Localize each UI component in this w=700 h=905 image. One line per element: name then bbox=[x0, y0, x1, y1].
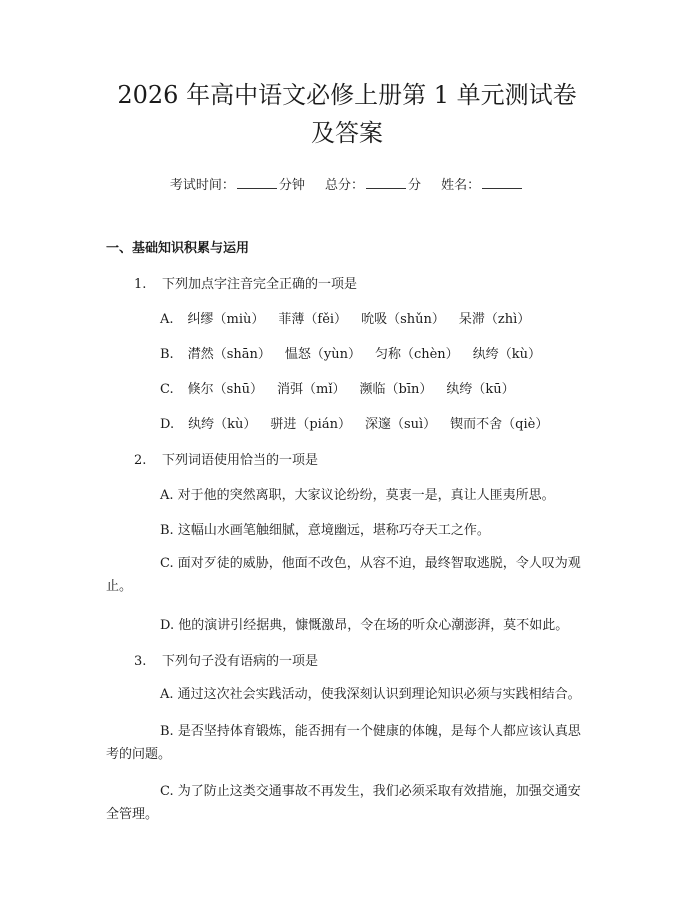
text-span: 分钟 bbox=[278, 178, 305, 193]
text-span: 潸然（shān） bbox=[187, 347, 271, 362]
text-span: 纨绔（kù） bbox=[188, 417, 257, 432]
q3-option-c bbox=[106, 780, 588, 826]
exam-time bbox=[170, 178, 305, 193]
text-span: 通过这次社会实践活动，使我深刻认识到理论知识必须与实践相结合。 bbox=[177, 687, 581, 702]
text-span: 2. bbox=[134, 453, 147, 468]
q2-option-c bbox=[106, 552, 588, 598]
question-3 bbox=[106, 650, 588, 669]
text-span: 面对歹徒的威胁，他面不改色，从容不迫，最终智取逃脱，令人叹为观止。 bbox=[106, 556, 581, 594]
text-span: C. bbox=[160, 382, 174, 397]
text-span: 纠缪（miù） bbox=[187, 312, 265, 327]
text-span: 对于他的突然离职，大家议论纷纷，莫衷一是，真让人匪夷所思。 bbox=[177, 488, 555, 503]
text-span: 下列句子没有语病的一项是 bbox=[162, 654, 319, 669]
text-span: 3. bbox=[134, 654, 147, 669]
text-span: A. bbox=[160, 687, 174, 702]
exam-meta bbox=[106, 174, 588, 193]
text-span: A. bbox=[160, 312, 174, 327]
text-span: 吮吸（shǔn） bbox=[361, 312, 445, 327]
exam-score bbox=[325, 178, 421, 193]
text-span: 倏尔（shū） bbox=[187, 382, 264, 397]
q2-option-a bbox=[106, 484, 588, 503]
question-2 bbox=[106, 449, 588, 468]
name-blank[interactable] bbox=[482, 176, 522, 189]
text-span: 纨绔（kù） bbox=[472, 347, 541, 362]
text-span: 濒临（bīn） bbox=[359, 382, 433, 397]
text-span: 考试时间： bbox=[169, 178, 235, 193]
q2-option-b bbox=[106, 519, 588, 538]
text-span: 分 bbox=[408, 178, 422, 193]
text-span: D. bbox=[160, 417, 175, 432]
text-span: C. bbox=[160, 556, 174, 571]
text-span: B. bbox=[160, 523, 174, 538]
text-span: 骈进（pián） bbox=[270, 417, 351, 432]
text-span: 菲薄（fěi） bbox=[278, 312, 348, 327]
text-span: 1. bbox=[134, 277, 147, 292]
section-title: 一、基础知识积累与运用 bbox=[106, 241, 250, 256]
student-name bbox=[441, 178, 524, 193]
q1-option-a bbox=[106, 308, 588, 327]
page-title: 2026 年高中语文必修上册第 1 单元测试卷及答案 bbox=[117, 81, 577, 147]
q3-option-b bbox=[106, 720, 588, 766]
score-blank[interactable] bbox=[366, 176, 406, 189]
text-span: 匀称（chèn） bbox=[374, 347, 459, 362]
q1-option-b bbox=[106, 343, 588, 362]
q2-option-d bbox=[106, 614, 588, 633]
text-span: A. bbox=[160, 488, 174, 503]
question-1 bbox=[106, 273, 588, 292]
time-blank[interactable] bbox=[237, 176, 277, 189]
q1-option-d bbox=[106, 413, 588, 432]
text-span: 锲而不舍（qiè） bbox=[450, 417, 549, 432]
text-span: 纨绔（kū） bbox=[446, 382, 515, 397]
q3-option-a bbox=[106, 683, 588, 706]
text-span: C. bbox=[160, 784, 174, 799]
text-span: B. bbox=[160, 347, 174, 362]
text-span: 下列词语使用恰当的一项是 bbox=[162, 453, 319, 468]
text-span: 他的演讲引经据典，慷慨激昂，令在场的听众心潮澎湃，莫不如此。 bbox=[178, 618, 569, 633]
text-span: 这幅山水画笔触细腻，意境幽远，堪称巧夺天工之作。 bbox=[177, 523, 490, 538]
text-span: D. bbox=[160, 618, 175, 633]
text-span: B. bbox=[160, 724, 174, 739]
text-span: 是否坚持体育锻炼，能否拥有一个健康的体魄，是每个人都应该认真思考的问题。 bbox=[106, 724, 581, 762]
text-span: 下列加点字注音完全正确的一项是 bbox=[162, 277, 358, 292]
text-span: 消弭（mǐ） bbox=[277, 382, 346, 397]
text-span: 姓名： bbox=[441, 178, 481, 193]
text-span: 为了防止这类交通事故不再发生，我们必须采取有效措施，加强交通安全管理。 bbox=[106, 784, 581, 822]
text-span: 总分： bbox=[324, 178, 364, 193]
text-span: 愠怒（yùn） bbox=[284, 347, 361, 362]
text-span: 呆滞（zhì） bbox=[458, 312, 531, 327]
q1-option-c bbox=[106, 378, 588, 397]
text-span: 深邃（suì） bbox=[364, 417, 437, 432]
